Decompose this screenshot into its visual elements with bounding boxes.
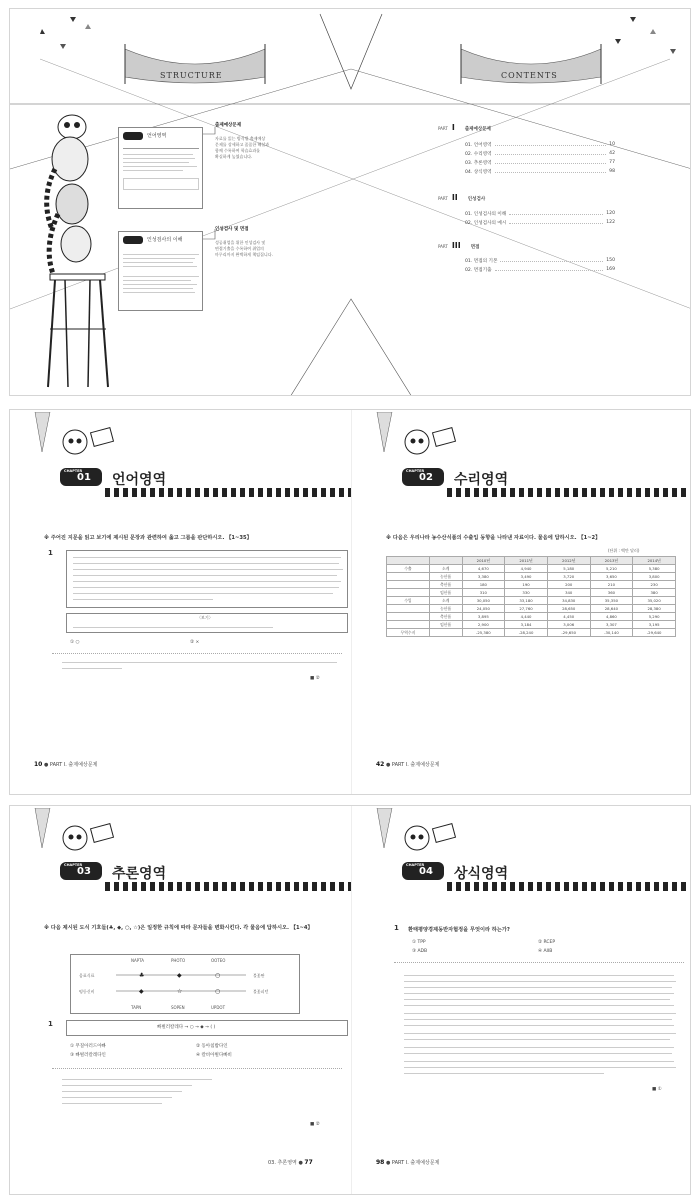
option-3[interactable]: ③ ADB xyxy=(412,949,428,954)
chapter-label: CHAPTER xyxy=(406,469,425,473)
toc-row-title: 02. 면접기출 xyxy=(465,268,492,273)
chapter-label: CHAPTER xyxy=(406,863,425,867)
chapter-number: 01 xyxy=(77,472,91,483)
toc-part-3-num: III xyxy=(451,241,461,250)
toc-part-1-num: I xyxy=(451,123,455,132)
table-cell: 33,180 xyxy=(505,597,548,605)
diagram-top-3: OOTEO xyxy=(211,958,226,963)
table-cell: 3,895 xyxy=(462,613,505,621)
instruction-text: ※ 주어진 지문을 읽고 보기에 제시된 문장과 관련하여 옳고 그름을 판단하시오. 【1~35】 xyxy=(44,535,252,541)
table-cell: -28,240 xyxy=(505,629,548,637)
contents-banner: CONTENTS xyxy=(501,71,558,80)
toc-row-title: 04. 상식영역 xyxy=(465,170,492,175)
toc-part-3 xyxy=(438,241,479,252)
explanation-lines xyxy=(52,653,342,673)
mini-title-2: 인성검사의 이해 xyxy=(147,237,183,243)
option-2[interactable]: ② 동아침밥다인 xyxy=(196,1044,228,1049)
chapter-label: CHAPTER xyxy=(64,469,83,473)
table-cell: 360 xyxy=(590,589,633,597)
math-page xyxy=(351,410,691,794)
table-cell xyxy=(387,621,430,629)
table-cell: 3,195 xyxy=(633,621,676,629)
structure-item-1-desc-4: 확실하게 높였습니다. xyxy=(215,153,253,159)
symbol-diagram xyxy=(70,954,300,1014)
table-cell xyxy=(429,629,462,637)
toc-row[interactable] xyxy=(465,211,615,217)
toc-row-page: 150 xyxy=(606,258,615,263)
preview-page-1 xyxy=(118,127,203,209)
page-footer xyxy=(268,1159,313,1166)
structure-item-1-heading: 출제예상문제 xyxy=(215,123,242,128)
table-cell: 3,800 xyxy=(633,573,676,581)
table-row xyxy=(387,581,676,589)
toc-row[interactable] xyxy=(465,142,615,148)
option-1[interactable]: ① 무칠아러드아빠 xyxy=(70,1044,106,1049)
answer-box: ■ ① xyxy=(652,1087,662,1092)
chapter-illustration xyxy=(30,808,120,868)
table-cell: 310 xyxy=(462,589,505,597)
banner-graphic-right xyxy=(451,39,611,89)
toc-row-page: 42 xyxy=(609,151,615,156)
general-knowledge-page xyxy=(351,806,691,1194)
svg-text:◆: ◆ xyxy=(139,988,144,995)
zigzag-divider xyxy=(105,488,351,497)
mini-title-1: 언어영역 xyxy=(147,133,167,139)
table-header-cell: 2013년 xyxy=(590,557,633,565)
svg-text:○: ○ xyxy=(215,988,221,995)
toc-row-title: 01. 언어영역 xyxy=(465,143,492,148)
toc-row-page: 169 xyxy=(606,267,615,272)
diagram-row-end-1: 불꽃딴 xyxy=(253,973,265,978)
expression-box xyxy=(66,1020,348,1036)
table-cell: 3,006 xyxy=(547,621,590,629)
diagram-top-2: PHOTO xyxy=(171,958,186,963)
table-cell: 190 xyxy=(505,581,548,589)
diagram-bottom-3: UPDOT xyxy=(211,1005,226,1010)
table-cell: 200 xyxy=(547,581,590,589)
table-header-cell xyxy=(429,557,462,565)
toc-part-3-title: 면접 xyxy=(470,245,480,250)
structure-item-1-desc-3: 함께 수록하여 학습효과를 xyxy=(215,147,261,153)
table-cell: -29,650 xyxy=(547,629,590,637)
table-cell: 농산품 xyxy=(429,573,462,581)
table-cell: 330 xyxy=(505,589,548,597)
option-1[interactable]: ① TPP xyxy=(412,940,426,945)
table-cell: 3,380 xyxy=(462,573,505,581)
mini-chapter-tag xyxy=(123,132,143,140)
choice-1[interactable]: ① ○ xyxy=(70,640,80,645)
chapter-illustration xyxy=(372,412,462,472)
spread-structure-contents xyxy=(9,8,691,396)
toc-part-2 xyxy=(438,193,485,204)
table-cell xyxy=(387,605,430,613)
table-cell: 4,860 xyxy=(590,613,633,621)
example-box xyxy=(66,613,348,633)
table-cell: 무역수지 xyxy=(387,629,430,637)
page-number: 77 xyxy=(304,1159,313,1166)
trade-table xyxy=(386,556,676,637)
svg-text:♣: ♣ xyxy=(139,972,145,979)
table-cell: 4,450 xyxy=(547,613,590,621)
toc-row-title: 02. 수리영역 xyxy=(465,152,492,157)
table-cell xyxy=(387,589,430,597)
chapter-label: CHAPTER xyxy=(64,863,83,867)
toc-row[interactable] xyxy=(465,267,615,273)
page-footer xyxy=(376,761,439,768)
page-footer xyxy=(34,761,97,768)
structure-item-2-desc-3: 마무리까지 완벽하게 책임집니다. xyxy=(215,251,273,257)
toc-row-title: 01. 면접의 기본 xyxy=(465,259,498,264)
question-number: 1 xyxy=(394,924,399,932)
diagram-bottom-2: SOPEN xyxy=(171,1005,185,1010)
diagram-arrows xyxy=(111,969,251,1001)
table-cell: -30,140 xyxy=(590,629,633,637)
diagram-top-1: NAPTA xyxy=(131,958,145,963)
chapter-badge xyxy=(60,468,102,486)
structure-item-1-desc-2: 문제를 상세하고 꼼꼼한 해설과 xyxy=(215,141,270,147)
toc-row-page: 77 xyxy=(609,160,615,165)
page-number: 98 xyxy=(376,1159,385,1166)
option-3[interactable]: ③ 빠벌러칼레다인 xyxy=(70,1053,106,1058)
toc-row-page: 122 xyxy=(606,220,615,225)
table-cell: 임산품 xyxy=(429,589,462,597)
table-cell: 3,650 xyxy=(590,573,633,581)
svg-text:◆: ◆ xyxy=(177,972,182,979)
structure-banner: STRUCTURE xyxy=(160,71,223,80)
example-label: 〈보기〉 xyxy=(197,615,213,620)
toc-row[interactable] xyxy=(465,160,615,166)
mini-chapter-tag-2 xyxy=(123,236,143,244)
diagram-row-label-2: 펑등신비 xyxy=(79,989,95,994)
table-cell: 380 xyxy=(633,589,676,597)
diagram-row-label-1: 음표식표 xyxy=(79,973,95,978)
table-cell xyxy=(387,613,430,621)
table-row xyxy=(387,597,676,605)
reasoning-page xyxy=(10,806,351,1194)
toc-part-2-title: 인성검사 xyxy=(467,197,486,202)
explanation-lines xyxy=(394,962,684,1112)
toc-part-2-num: II xyxy=(451,193,458,202)
table-row xyxy=(387,565,676,573)
table-header-cell: 2014년 xyxy=(633,557,676,565)
toc-part-3-label: PART xyxy=(438,244,448,249)
table-row xyxy=(387,629,676,637)
table-cell xyxy=(387,581,430,589)
table-cell: 소계 xyxy=(429,565,462,573)
table-cell: 24,050 xyxy=(462,605,505,613)
table-cell: 축산품 xyxy=(429,613,462,621)
chapter-badge xyxy=(402,468,444,486)
table-cell: 5,210 xyxy=(590,565,633,573)
table-row xyxy=(387,589,676,597)
table-cell: 축산품 xyxy=(429,581,462,589)
table-cell: 34,830 xyxy=(547,597,590,605)
structure-item-1 xyxy=(215,123,305,160)
choice-2[interactable]: ② × xyxy=(190,640,200,645)
toc-row[interactable] xyxy=(465,151,615,157)
table-cell: 5,290 xyxy=(633,613,676,621)
page-footer xyxy=(376,1159,439,1166)
structure-item-2-desc-1: 성공취업을 위한 인성검사 및 xyxy=(215,239,266,245)
contents-page xyxy=(351,9,691,395)
toc-part-1-title: 출제예상문제 xyxy=(464,127,491,132)
diagram-row-end-2: 불꽃피던 xyxy=(253,989,269,994)
chapter-illustration xyxy=(372,808,462,868)
footer-text: ● PART Ⅰ. 출제예상문제 xyxy=(385,1160,440,1166)
toc-row-page: 120 xyxy=(606,211,615,216)
table-cell: 230 xyxy=(633,581,676,589)
verbal-page xyxy=(10,410,351,794)
table-cell: 35,020 xyxy=(633,597,676,605)
toc-row-page: 10 xyxy=(609,142,615,147)
table-header-cell: 2011년 xyxy=(505,557,548,565)
table-header-cell: 2012년 xyxy=(547,557,590,565)
table-cell: 5,380 xyxy=(633,565,676,573)
structure-item-2-desc-2: 면접기출을 수록하여 취업의 xyxy=(215,245,264,251)
banner-graphic xyxy=(115,39,275,89)
table-cell: 28,380 xyxy=(633,605,676,613)
table-cell: 35,350 xyxy=(590,597,633,605)
table-header-cell xyxy=(387,557,430,565)
table-header-cell: 2010년 xyxy=(462,557,505,565)
chapter-title: 상식영역 xyxy=(454,866,509,882)
structure-page xyxy=(10,9,351,395)
option-4[interactable]: ④ 칼비아벌다빠비 xyxy=(196,1053,232,1058)
table-cell: 3,490 xyxy=(505,573,548,581)
table-cell xyxy=(387,573,430,581)
spread-chapters-1-2 xyxy=(9,409,691,795)
table-cell: 28,640 xyxy=(590,605,633,613)
chapter-title: 수리영역 xyxy=(454,472,509,488)
svg-text:☆: ☆ xyxy=(177,988,183,995)
question-text: 환태평양경제동반자협정을 무엇이라 하는가? xyxy=(408,927,510,933)
table-cell: 210 xyxy=(590,581,633,589)
toc-part-1 xyxy=(438,123,491,134)
table-cell: 30,050 xyxy=(462,597,505,605)
chapter-illustration xyxy=(30,412,120,472)
spread-chapters-3-4 xyxy=(9,805,691,1195)
answer-box: ■ ② xyxy=(310,1122,320,1127)
toc-row-title: 01. 인성검사의 이해 xyxy=(465,212,507,217)
table-cell: 4,440 xyxy=(505,613,548,621)
table-row xyxy=(387,613,676,621)
toc-row[interactable] xyxy=(465,258,615,264)
chapter-badge xyxy=(402,862,444,880)
footer-text: 03. 추론영역 ● xyxy=(268,1160,303,1166)
table-cell: 180 xyxy=(462,581,505,589)
table-cell: 2,900 xyxy=(462,621,505,629)
table-cell: -29,640 xyxy=(633,629,676,637)
page-number: 10 xyxy=(34,761,43,768)
table-cell: 5,180 xyxy=(547,565,590,573)
toc-row[interactable] xyxy=(465,169,615,175)
table-cell: 340 xyxy=(547,589,590,597)
table-cell: -25,380 xyxy=(462,629,505,637)
structure-item-2 xyxy=(215,227,305,258)
structure-item-1-desc-1: 자료를 읽는 방식별 출제예상 xyxy=(215,135,266,141)
passage-box xyxy=(66,550,348,608)
table-cell: 임산품 xyxy=(429,621,462,629)
chapter-title: 추론영역 xyxy=(112,866,167,882)
table-row xyxy=(387,621,676,629)
question-number: 1 xyxy=(48,1020,53,1028)
toc-row[interactable] xyxy=(465,220,615,226)
table-cell: 수출 xyxy=(387,565,430,573)
instruction-text: ※ 다음은 우리나라 농수산식품의 수출입 동향을 나타낸 자료이다. 물음에 답하시오. 【1~2】 xyxy=(386,535,601,541)
table-cell: 4,670 xyxy=(462,565,505,573)
option-4[interactable]: ④ AIIB xyxy=(538,949,553,954)
footer-text: ● PART Ⅰ. 출제예상문제 xyxy=(43,762,98,768)
table-row xyxy=(387,605,676,613)
toc-part-1-label: PART xyxy=(438,126,448,131)
table-cell: 3,720 xyxy=(547,573,590,581)
preview-page-2 xyxy=(118,231,203,311)
table-cell: 28,650 xyxy=(547,605,590,613)
toc-part-2-label: PART xyxy=(438,196,448,201)
answer-box: ■ ② xyxy=(310,676,320,681)
zigzag-divider xyxy=(447,882,691,891)
toc-row-title: 03. 추론영역 xyxy=(465,161,492,166)
expression-text: 빠벌러칼레다 → ○ → ◆ → ( ) xyxy=(157,1025,216,1030)
zigzag-divider xyxy=(105,882,351,891)
table-cell: 소계 xyxy=(429,597,462,605)
table-unit: (단위 : 백만 달러) xyxy=(608,548,640,553)
chapter-badge xyxy=(60,862,102,880)
toc-row-page: 98 xyxy=(609,169,615,174)
explanation-lines xyxy=(52,1068,342,1112)
table-cell: 27,760 xyxy=(505,605,548,613)
zigzag-divider xyxy=(447,488,691,497)
option-2[interactable]: ② RCEP xyxy=(538,940,556,945)
question-number: 1 xyxy=(48,549,53,557)
chapter-number: 03 xyxy=(77,866,91,877)
chapter-number: 02 xyxy=(419,472,433,483)
table-cell: 농산품 xyxy=(429,605,462,613)
chapter-number: 04 xyxy=(419,866,433,877)
structure-item-2-heading: 인성검사 및 면접 xyxy=(215,227,249,232)
svg-text:○: ○ xyxy=(215,972,221,979)
diagram-bottom-1: TAPN xyxy=(131,1005,142,1010)
chapter-title: 언어영역 xyxy=(112,472,167,488)
table-cell: 3,184 xyxy=(505,621,548,629)
table-cell: 수입 xyxy=(387,597,430,605)
table-row xyxy=(387,573,676,581)
footer-text: ● PART Ⅰ. 출제예상문제 xyxy=(385,762,440,768)
page-number: 42 xyxy=(376,761,385,768)
lemur-illustration xyxy=(40,109,120,389)
toc-row-title: 02. 인성검사의 예시 xyxy=(465,221,507,226)
instruction-text: ※ 다음 제시된 도식 기호들(♣, ◆, ○, ☆)은 일정한 규칙에 따라 문자들을 변화시킨다. 각 물음에 답하시오. 【1~4】 xyxy=(44,925,313,931)
table-cell: 3,307 xyxy=(590,621,633,629)
table-cell: 4,940 xyxy=(505,565,548,573)
